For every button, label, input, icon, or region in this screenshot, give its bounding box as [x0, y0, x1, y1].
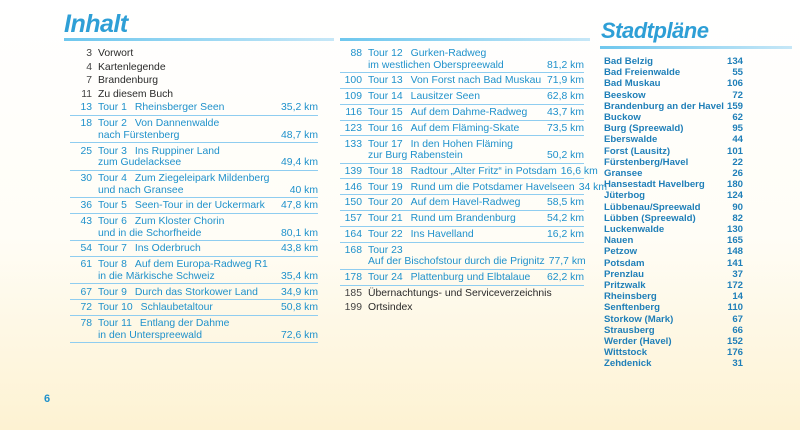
tour-title: und in die Schorfheide [98, 227, 202, 239]
stadtplan-page: 180 [726, 179, 743, 191]
toc-page-number: 13 [80, 102, 92, 114]
stadtplan-item[interactable] [604, 258, 743, 269]
toc-page-number: 199 [344, 301, 362, 313]
stadtplan-page: 44 [732, 134, 743, 146]
toc-entry-line [340, 229, 584, 241]
tour-title: Lausitzer Seen [410, 91, 480, 103]
toc-entry-line [340, 245, 584, 257]
toc-entry[interactable] [340, 288, 584, 300]
toc-page-number: 146 [344, 181, 362, 193]
tour-title: in den Unterspreewald [98, 329, 202, 341]
toc-entry-tour[interactable] [70, 102, 318, 116]
tour-distance: 35,4 km [281, 270, 318, 282]
toc-entry[interactable] [340, 302, 584, 314]
stadtplan-item[interactable] [604, 179, 743, 190]
heading-underline [64, 38, 334, 41]
stadtplan-item[interactable] [604, 325, 743, 336]
tour-number: Tour 17 [368, 138, 403, 150]
stadtplan-name: Lübbenau/Spreewald [604, 201, 701, 213]
toc-entry-tour[interactable] [340, 123, 584, 137]
tour-title: Von Forst nach Bad Muskau [410, 75, 542, 87]
tour-number: Tour 21 [368, 213, 403, 225]
tour-number: Tour 2 [98, 118, 127, 130]
toc-page-number: 18 [80, 118, 92, 130]
tour-distance: 16,2 km [547, 229, 584, 240]
tour-distance: 81,2 km [547, 59, 584, 71]
stadtplan-name: Senftenberg [604, 302, 660, 314]
stadtplan-item[interactable] [604, 112, 743, 123]
tour-distance: 47,8 km [281, 200, 318, 212]
tour-number: Tour 10 [98, 302, 133, 314]
stadtplan-item[interactable] [604, 280, 743, 291]
stadtplan-name: Buckow [604, 112, 641, 124]
stadtplan-page: 95 [732, 123, 743, 135]
toc-entry-line [340, 302, 584, 314]
tour-distance: 34 km [578, 181, 607, 193]
toc-entry-line [340, 272, 584, 284]
stadtplan-page: 90 [732, 201, 743, 213]
toc-title: Zu diesem Buch [98, 88, 174, 100]
toc-entry[interactable] [70, 48, 318, 60]
stadtplan-name: Bad Muskau [604, 78, 661, 90]
tour-title: Plattenburg und Elbtalaue [410, 272, 531, 284]
stadtplan-name: Fürstenberg/Havel [604, 156, 689, 168]
tour-distance: 71,9 km [547, 75, 584, 87]
toc-title: Brandenburg [98, 75, 159, 87]
toc-entry-line [70, 48, 318, 60]
stadtplan-name: Werder (Havel) [604, 336, 672, 348]
toc-entry-line [340, 91, 584, 103]
toc-page-number: 67 [80, 286, 92, 298]
stadtplan-name: Strausberg [604, 324, 655, 336]
toc-entry-line [340, 197, 584, 209]
tour-number: Tour 9 [98, 286, 127, 298]
stadtplan-page: 176 [726, 347, 743, 359]
heading-underline [600, 46, 792, 49]
toc-entry-line [70, 271, 318, 283]
stadtplan-name: Forst (Lausitz) [604, 145, 671, 157]
stadtplan-item[interactable] [604, 202, 743, 213]
tour-title: Radtour „Alter Fritz“ in Potsdam [410, 165, 557, 177]
stadtplan-name: Zehdenick [604, 358, 652, 370]
stadtplan-item[interactable] [604, 101, 743, 112]
stadtplan-page: 66 [732, 324, 743, 336]
tour-number: Tour 16 [368, 122, 403, 134]
stadtplan-name: Potsdam [604, 257, 645, 269]
toc-entry-line [70, 228, 318, 240]
stadtplan-page: 130 [726, 224, 743, 236]
stadtplan-page: 67 [732, 313, 743, 325]
stadtplaene-heading: Stadtpläne [601, 18, 709, 43]
tour-number: Tour 20 [368, 197, 403, 209]
tour-distance: 43,8 km [281, 243, 318, 255]
toc-entry-line [70, 75, 318, 87]
tour-title: Rund um Brandenburg [410, 213, 516, 225]
toc-page-number: 116 [345, 106, 362, 118]
tour-number: Tour 4 [98, 172, 127, 184]
stadtplan-page: 172 [726, 280, 743, 292]
toc-page-number: 43 [80, 216, 92, 228]
toc-page-number: 78 [80, 318, 92, 330]
toc-page-number: 25 [80, 145, 92, 157]
stadtplan-name: Rheinsberg [604, 291, 657, 303]
toc-entry-line [70, 302, 318, 314]
tour-distance: 50,2 km [547, 150, 584, 162]
inhalt-heading: Inhalt [64, 10, 128, 38]
tour-number: Tour 23 [368, 244, 403, 256]
stadtplan-page: 22 [732, 156, 743, 168]
tour-title: im westlichen Oberspreewald [368, 59, 504, 71]
stadtplan-page: 72 [732, 89, 743, 101]
stadtplan-name: Beeskow [604, 89, 646, 101]
toc-entry-tour[interactable] [340, 229, 584, 243]
tour-distance: 35,2 km [281, 102, 318, 114]
toc-entry-tour[interactable] [70, 287, 318, 301]
toc-entry-line [340, 150, 584, 162]
stadtplan-page: 101 [726, 145, 743, 157]
toc-entry-tour[interactable] [70, 146, 318, 171]
stadtplan-name: Storkow (Mark) [604, 313, 674, 325]
stadtplan-page: 165 [726, 235, 743, 247]
stadtplan-item[interactable] [604, 134, 743, 145]
toc-entry-line [340, 139, 584, 151]
toc-entry-tour[interactable] [340, 245, 584, 270]
tour-title: Rheinsberger Seen [134, 102, 225, 114]
stadtplan-item[interactable] [604, 78, 743, 89]
tour-number: Tour 7 [98, 243, 127, 255]
toc-entry-tour[interactable] [70, 318, 318, 343]
stadtplan-name: Jüterbog [604, 190, 646, 202]
toc-entry[interactable] [70, 62, 318, 74]
page-number: 6 [44, 393, 51, 405]
toc-page-number: 168 [344, 244, 362, 256]
tour-title: Auf dem Dahme-Radweg [410, 106, 528, 118]
tour-distance: 62,8 km [547, 91, 584, 103]
stadtplan-name: Eberswalde [604, 134, 658, 146]
tour-number: Tour 24 [368, 272, 403, 284]
toc-entry-line [70, 157, 318, 169]
toc-page-number: 54 [80, 243, 92, 255]
toc-page-number: 72 [80, 302, 92, 314]
tour-title: Seen-Tour in der Uckermark [134, 200, 265, 212]
toc-entry-tour[interactable] [340, 213, 584, 227]
stadtplan-item[interactable] [604, 190, 743, 201]
toc-page-number: 139 [344, 165, 362, 177]
toc-entry-line [70, 185, 318, 197]
tour-title: Ins Havelland [410, 229, 474, 240]
toc-entry-tour[interactable] [340, 48, 584, 73]
stadtplan-name: Pritzwalk [604, 280, 646, 292]
stadtplan-item[interactable] [604, 269, 743, 280]
stadtplan-page: 31 [732, 358, 743, 370]
tour-title: Ins Ruppiner Land [134, 145, 220, 157]
tour-number: Tour 12 [368, 48, 403, 59]
toc-entry-line [70, 146, 318, 158]
stadtplan-name: Bad Belzig [604, 56, 654, 67]
stadtplan-name: Wittstock [604, 347, 648, 359]
tour-number: Tour 6 [98, 216, 127, 228]
stadtplan-page: 62 [732, 112, 743, 124]
tour-title: Durch das Storkower Land [134, 286, 258, 298]
stadtplan-name: Burg (Spreewald) [604, 123, 684, 135]
toc-entry-tour[interactable] [340, 107, 584, 121]
tour-title: Schlaubetaltour [140, 302, 213, 314]
stadtplan-page: 152 [726, 336, 743, 348]
tour-distance: 72,6 km [281, 329, 318, 341]
toc-entry-line [340, 256, 584, 268]
stadtplan-item[interactable] [604, 213, 743, 224]
toc-entry-tour[interactable] [70, 259, 318, 284]
tour-distance: 43,7 km [547, 106, 584, 118]
stadtplan-name: Hansestadt Havelberg [604, 179, 705, 191]
toc-page-number: 30 [80, 172, 92, 184]
stadtplan-page: 14 [732, 291, 743, 303]
toc-entry-tour[interactable] [340, 75, 584, 89]
tour-number: Tour 19 [368, 181, 403, 193]
toc-entry-line [340, 75, 584, 87]
toc-title: Übernachtungs- und Serviceverzeichnis [368, 287, 552, 299]
stadtplan-item[interactable] [604, 358, 743, 369]
tour-distance: 34,9 km [281, 286, 318, 298]
stadtplan-name: Luckenwalde [604, 224, 665, 236]
stadtplan-item[interactable] [604, 146, 743, 157]
tour-number: Tour 22 [368, 229, 403, 240]
tour-distance: 77,7 km [548, 256, 586, 268]
toc-entry-line [70, 259, 318, 271]
stadtplan-page: 124 [726, 190, 743, 202]
toc-entry-line [70, 130, 318, 142]
toc-page-number: 100 [344, 75, 362, 87]
toc-entry-line [340, 181, 607, 194]
tour-number: Tour 11 [98, 318, 132, 330]
toc-column-middle [340, 48, 607, 315]
tour-number: Tour 13 [368, 75, 403, 87]
toc-entry-tour[interactable] [70, 173, 318, 198]
stadtplan-name: Brandenburg an der Havel [604, 100, 724, 112]
toc-entry-line [340, 107, 584, 119]
tour-distance: 58,5 km [547, 197, 584, 209]
toc-column-left [70, 48, 318, 346]
toc-entry-tour[interactable] [340, 197, 584, 211]
stadtplan-page: 55 [732, 67, 743, 79]
stadtplan-item[interactable] [604, 157, 743, 168]
tour-distance: 62,2 km [547, 272, 584, 284]
stadtplan-page: 141 [726, 257, 743, 269]
toc-entry-tour[interactable] [70, 243, 318, 257]
tour-number: Tour 3 [98, 145, 127, 157]
toc-page-number: 164 [344, 229, 362, 240]
stadtplan-page: 148 [726, 246, 743, 258]
toc-entry-tour[interactable] [340, 91, 584, 105]
toc-entry-line [70, 118, 318, 130]
toc-entry-line [70, 243, 318, 255]
stadtplan-name: Petzow [604, 246, 638, 258]
toc-entry-line [70, 318, 318, 330]
toc-entry-tour[interactable] [340, 139, 584, 164]
toc-page-number: 88 [350, 48, 362, 59]
stadtplan-page: 37 [732, 268, 743, 280]
toc-page-number: 4 [86, 61, 92, 73]
stadtplan-item[interactable] [604, 56, 743, 67]
toc-page-number: 123 [344, 122, 362, 134]
toc-entry-line [70, 330, 318, 342]
stadtplan-page: 82 [732, 212, 743, 224]
toc-entry-tour[interactable] [70, 302, 318, 316]
tour-title: Zum Kloster Chorin [134, 216, 225, 228]
stadtplan-item[interactable] [604, 314, 743, 325]
stadtplaene-list [604, 56, 743, 370]
toc-entry-tour[interactable] [340, 165, 598, 180]
tour-distance: 54,2 km [547, 213, 584, 225]
stadtplan-item[interactable] [604, 123, 743, 134]
tour-distance: 49,4 km [281, 157, 318, 169]
tour-title: Gurken-Radweg [410, 48, 487, 59]
toc-page-number: 150 [344, 197, 362, 209]
tour-title: In den Hohen Fläming [410, 138, 513, 150]
toc-entry-line [340, 288, 584, 300]
toc-title: Vorwort [98, 48, 134, 59]
stadtplan-item[interactable] [604, 291, 743, 302]
stadtplan-name: Bad Freienwalde [604, 67, 681, 79]
toc-page-number: 61 [80, 259, 92, 271]
tour-title: Zum Ziegeleipark Mildenberg [134, 172, 270, 184]
stadtplan-item[interactable] [604, 302, 743, 313]
toc-entry-line [70, 89, 318, 101]
toc-entry-line [70, 102, 318, 114]
tour-number: Tour 15 [368, 106, 403, 118]
toc-entry-line [70, 287, 318, 299]
tour-distance: 48,7 km [281, 129, 318, 141]
tour-number: Tour 1 [98, 102, 127, 114]
toc-title: Kartenlegende [98, 61, 166, 73]
toc-page-number: 36 [80, 200, 92, 212]
stadtplan-page: 159 [726, 100, 743, 112]
heading-underline [340, 38, 590, 41]
toc-page-number: 157 [344, 213, 362, 225]
tour-number: Tour 8 [98, 259, 127, 271]
toc-entry-line [70, 216, 318, 228]
tour-title: und nach Gransee [98, 184, 184, 196]
tour-title: Auf dem Fläming-Skate [410, 122, 520, 134]
toc-page-number: 178 [344, 272, 362, 284]
tour-distance: 80,1 km [281, 227, 318, 239]
tour-distance: 50,8 km [281, 302, 318, 314]
stadtplan-item[interactable] [604, 336, 743, 347]
tour-title: Auf der Bischofstour durch die Prignitz [368, 256, 545, 268]
toc-entry-tour[interactable] [340, 272, 584, 286]
stadtplan-item[interactable] [604, 347, 743, 358]
tour-title: in die Märkische Schweiz [98, 270, 215, 282]
toc-entry[interactable] [70, 75, 318, 87]
toc-entry-line [340, 123, 584, 135]
toc-entry-tour[interactable] [70, 216, 318, 241]
toc-page-number: 109 [344, 91, 362, 103]
stadtplan-name: Lübben (Spreewald) [604, 212, 696, 224]
toc-entry-line [70, 62, 318, 74]
tour-title: Ins Oderbruch [134, 243, 201, 255]
tour-title: Auf dem Havel-Radweg [410, 197, 521, 209]
toc-entry-line [70, 173, 318, 185]
toc-entry-line [70, 200, 318, 212]
stadtplan-item[interactable] [604, 224, 743, 235]
tour-title: nach Fürstenberg [98, 129, 180, 141]
tour-distance: 73,5 km [547, 122, 584, 134]
stadtplan-item[interactable] [604, 235, 743, 246]
tour-title: Von Dannenwalde [134, 118, 220, 130]
toc-entry-line [340, 165, 598, 178]
toc-entry-line [340, 60, 584, 72]
stadtplan-name: Nauen [604, 235, 634, 247]
tour-distance: 16,6 km [560, 165, 598, 177]
stadtplan-item[interactable] [604, 90, 743, 101]
tour-title: zur Burg Rabenstein [368, 150, 463, 162]
tour-title: Rund um die Potsdamer Havelseen [410, 181, 575, 193]
tour-title: zum Gudelacksee [98, 157, 182, 169]
toc-entry-tour[interactable] [70, 200, 318, 214]
toc-entry-line [340, 48, 584, 60]
stadtplan-page: 106 [726, 78, 743, 90]
tour-number: Tour 5 [98, 200, 127, 212]
stadtplan-item[interactable] [604, 246, 743, 257]
stadtplan-page: 110 [727, 302, 743, 314]
stadtplan-name: Prenzlau [604, 268, 644, 280]
stadtplan-item[interactable] [604, 168, 743, 179]
stadtplan-item[interactable] [604, 67, 743, 78]
toc-page-number: 7 [86, 75, 92, 87]
stadtplan-page: 26 [732, 168, 743, 180]
tour-title: Entlang der Dahme [139, 318, 230, 330]
toc-page-number: 3 [86, 48, 92, 59]
toc-entry-tour[interactable] [70, 118, 318, 143]
toc-page-number: 11 [81, 88, 92, 100]
toc-entry-tour[interactable] [340, 181, 607, 196]
stadtplan-page: 134 [726, 56, 743, 67]
toc-title: Ortsindex [368, 301, 413, 313]
toc-page-number: 133 [344, 138, 362, 150]
tour-number: Tour 18 [368, 165, 403, 177]
toc-entry-line [340, 213, 584, 225]
tour-title: Auf dem Europa-Radweg R1 [134, 259, 268, 271]
stadtplan-name: Gransee [604, 168, 643, 180]
tour-number: Tour 14 [368, 91, 403, 103]
toc-page-number: 185 [344, 287, 362, 299]
toc-entry[interactable] [70, 89, 318, 101]
tour-distance: 40 km [289, 184, 318, 196]
